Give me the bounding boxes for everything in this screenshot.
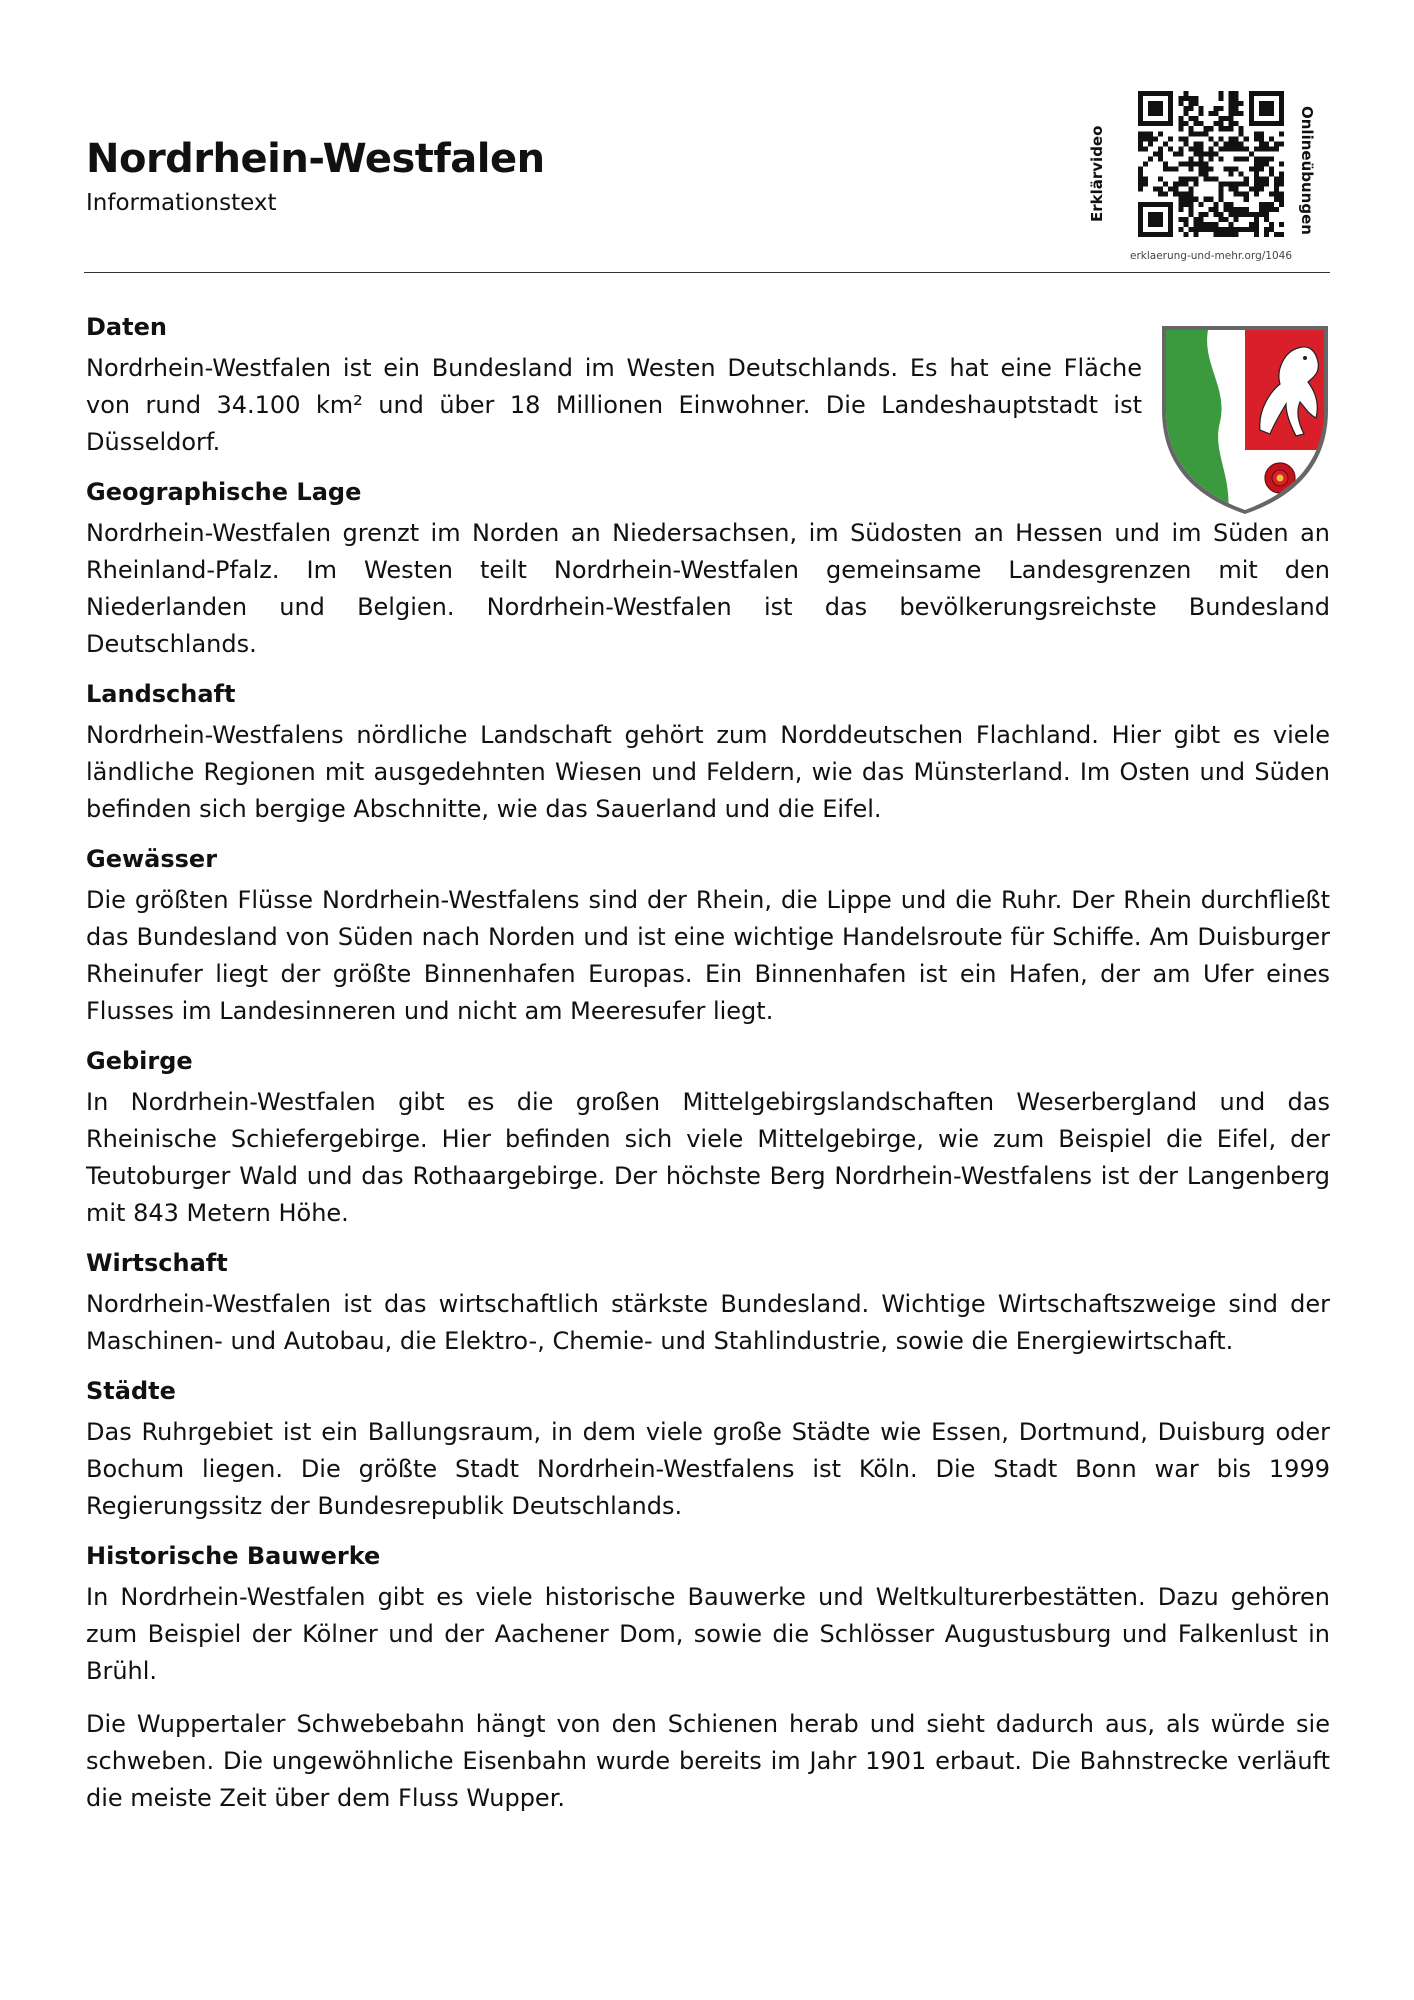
section-heading: Historische Bauwerke [86, 1542, 381, 1570]
section-heading: Gebirge [86, 1047, 193, 1075]
qr-code-icon[interactable] [1138, 91, 1284, 237]
qr-label-onlineuebungen: Onlineübungen [1298, 106, 1316, 235]
section-heading: Geographische Lage [86, 478, 362, 506]
document-body [86, 312, 1330, 1833]
section-paragraph: Nordrhein-Westfalen ist ein Bundesland im Westen Deutschlands. Es hat eine Fläche von rund 34.100 km² und über 18 Millionen Einwohner. Die Landeshauptstadt ist Düsseldorf. [86, 354, 1142, 456]
section-paragraph: In Nordrhein-Westfalen gibt es die großen Mittelgebirgslandschaften Weserbergland und das Rheinische Schiefergebirge. Hier befinden sich viele Mittelgebirge, wie zum Beispiel die Eifel, der Teutoburger Wald und das Rothaargebirge. Der höchste Berg Nordrhein-Westfalens ist der Langenberg mit 843 Metern Höhe. [86, 1088, 1330, 1227]
section-paragraph: Nordrhein-Westfalens nördliche Landschaft gehört zum Norddeutschen Flachland. Hier gibt es viele ländliche Regionen mit ausgedehnten Wiesen und Feldern, wie das Münsterland. Im Osten und Süden befinden sich bergige Abschnitte, wie das Sauerland und die Eifel. [86, 721, 1330, 823]
header-divider [84, 272, 1330, 273]
qr-url[interactable]: erklaerung-und-mehr.org/1046 [1130, 250, 1293, 262]
qr-block [1090, 88, 1330, 268]
page-subtitle: Informationstext [86, 190, 277, 216]
section-paragraph: Nordrhein-Westfalen grenzt im Norden an Niedersachsen, im Südosten an Hessen und im Süden an Rheinland-Pfalz. Im Westen teilt Nordrhein-Westfalen gemeinsame Landesgrenzen mit den Niederlanden und Belgien. Nordrhein-Westfalen ist das bevölkerungsreichste Bundesland Deutschlands. [86, 519, 1330, 658]
section-paragraph: Das Ruhrgebiet ist ein Ballungsraum, in dem viele große Städte wie Essen, Dortmund, Duisburg oder Bochum liegen. Die größte Stadt Nordrhein-Westfalens ist Köln. Die Stadt Bonn war bis 1999 Regierungssitz der Bundesrepublik Deutschlands. [86, 1418, 1330, 1520]
section-heading: Städte [86, 1377, 176, 1405]
section-heading: Gewässer [86, 845, 218, 873]
page-title: Nordrhein-Westfalen [86, 136, 545, 182]
section-paragraph: Nordrhein-Westfalen ist das wirtschaftlich stärkste Bundesland. Wichtige Wirtschaftszweige sind der Maschinen- und Autobau, die Elektro-, Chemie- und Stahlindustrie, sowie die Energiewirtschaft. [86, 1290, 1330, 1355]
section-heading: Landschaft [86, 680, 236, 708]
section-paragraph: In Nordrhein-Westfalen gibt es viele historische Bauwerke und Weltkulturerbestätten. Dazu gehören zum Beispiel der Kölner und der Aachener Dom, sowie die Schlösser Augustusburg und Falkenlust in Brühl. [86, 1583, 1330, 1685]
section-heading: Wirtschaft [86, 1249, 228, 1277]
qr-label-erklaervideo: Erklärvideo [1088, 125, 1106, 222]
section-paragraph: Die größten Flüsse Nordrhein-Westfalens sind der Rhein, die Lippe und die Ruhr. Der Rhein durchfließt das Bundesland von Süden nach Norden und ist eine wichtige Handelsroute für Schiffe. Am Duisburger Rheinufer liegt der größte Binnenhafen Europas. Ein Binnenhafen ist ein Hafen, der am Ufer eines Flusses im Landesinneren und nicht am Meeresufer liegt. [86, 886, 1330, 1025]
section-heading: Daten [86, 313, 167, 341]
section-paragraph: Die Wuppertaler Schwebebahn hängt von den Schienen herab und sieht dadurch aus, als würde sie schweben. Die ungewöhnliche Eisenbahn wurde bereits im Jahr 1901 erbaut. Die Bahnstrecke verläuft die meiste Zeit über dem Fluss Wupper. [86, 1710, 1330, 1812]
